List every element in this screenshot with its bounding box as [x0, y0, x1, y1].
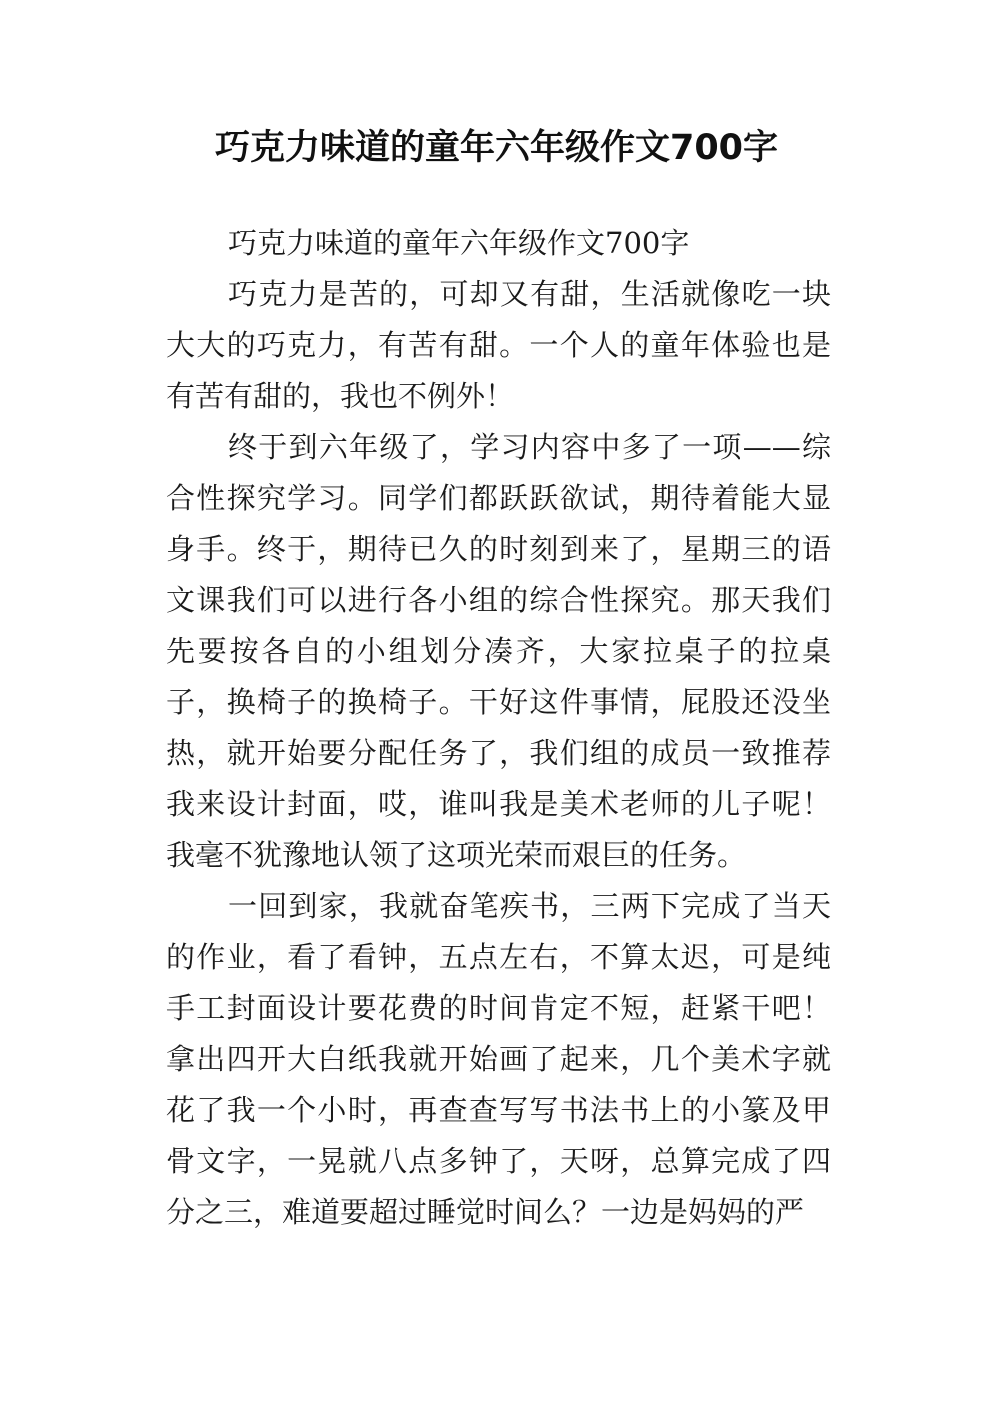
- paragraph-at-home: 一回到家，我就奋笔疾书，三两下完成了当天的作业，看了看钟，五点左右，不算太迟，可是纯手工封面设计要花费的时间肯定不短，赶紧干吧！拿出四开大白纸我就开始画了起来，几个美术字就花了我一个小时，再查查写写书法书上的小篆及甲骨文字，一晃就八点多钟了，天呀，总算完成了四分之三，难道要超过睡觉时间么？一边是妈妈的严: [166, 889, 831, 1229]
- paragraph-intro: 巧克力是苦的，可却又有甜，生活就像吃一块大大的巧克力，有苦有甜。一个人的童年体验也是有苦有甜的，我也不例外！: [166, 277, 831, 413]
- document-title: 巧克力味道的童年六年级作文700字: [214, 128, 779, 168]
- document-body: [166, 218, 831, 1238]
- paragraph-sixth-grade: 终于到六年级了，学习内容中多了一项——综合性探究学习。同学们都跃跃欲试，期待着能大显身手。终于，期待已久的时刻到来了，星期三的语文课我们可以进行各小组的综合性探究。那天我们先要按各自的小组划分凑齐，大家拉桌子的拉桌子，换椅子的换椅子。干好这件事情，屁股还没坐热，就开始要分配任务了，我们组的成员一致推荐我来设计封面，哎，谁叫我是美术老师的儿子呢！我毫不犹豫地认领了这项光荣而艰巨的任务。: [166, 430, 831, 872]
- paragraph-subtitle: 巧克力味道的童年六年级作文700字: [228, 226, 690, 260]
